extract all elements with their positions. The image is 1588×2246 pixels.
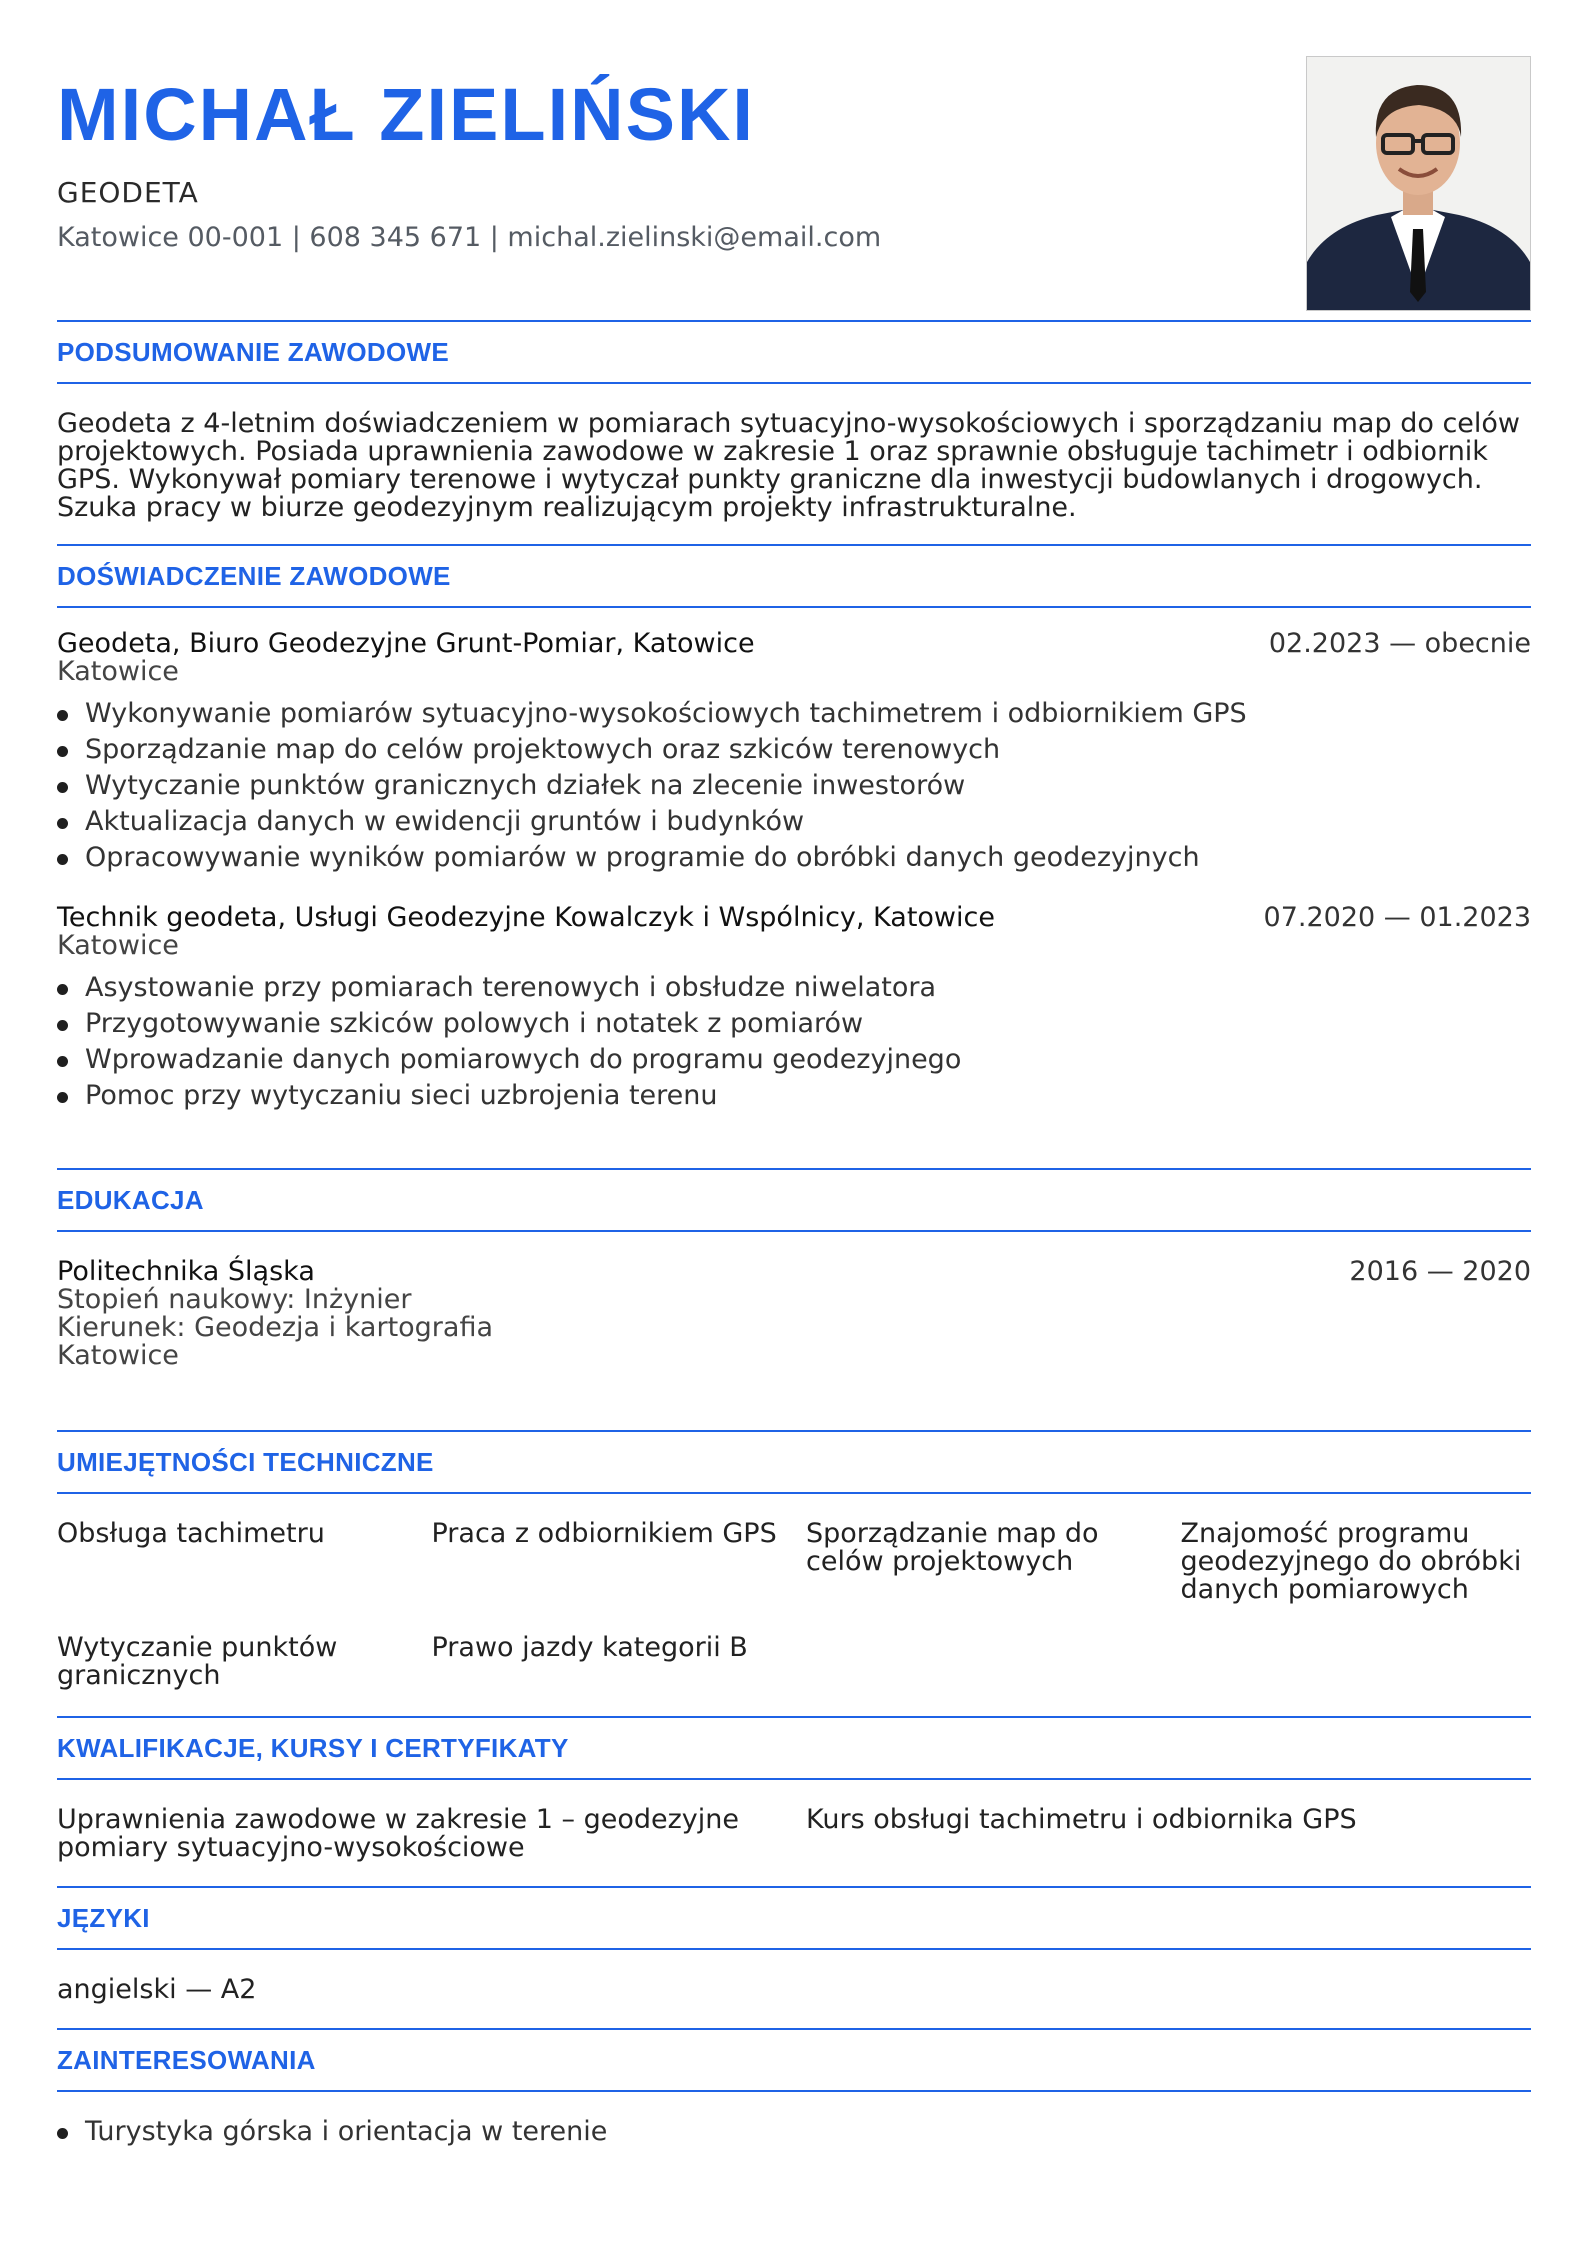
certificates-grid [57,1780,1531,1886]
languages-heading: JĘZYKI [57,1888,1531,1950]
interests-heading: ZAINTERESOWANIA [57,2030,1531,2092]
job-duties-list [57,970,1531,1114]
summary-text: Geodeta z 4-letnim doświadczeniem w pomiarach sytuacyjno-wysokościowych i sporządzaniu map do celów projektowych. Posiada uprawnienia zawodowe w zakresie 1 oraz sprawnie obsługuje tachimetr i odbiornik GPS. Wykonywał pomiary terenowe i wytyczał punkty graniczne dla inwestycji budowlanych i drogowych. Szuka pracy w biurze geodezyjnym realizującym projekty infrastrukturalne. [57,408,1520,523]
candidate-name: MICHAŁ ZIELIŃSKI [57,73,755,156]
profile-photo-image [1307,57,1530,310]
skill-item: Sporządzanie map do celów projektowych [806,1518,1099,1577]
certificate-item: Uprawnienia zawodowe w zakresie 1 – geodezyjne pomiary sytuacyjno-wysokościowe [57,1804,739,1863]
list-item: Pomoc przy wytyczaniu sieci uzbrojenia terenu [57,1078,1531,1114]
certificate-item: Kurs obsługi tachimetru i odbiornika GPS [806,1804,1357,1835]
list-item: Turystyka górska i orientacja w terenie [57,2114,1531,2150]
profile-photo [1306,56,1531,311]
experience-entry [57,630,1531,876]
list-item: Wprowadzanie danych pomiarowych do programu geodezyjnego [57,1042,1531,1078]
education-entry [57,1258,1531,1430]
skill-item: Praca z odbiornikiem GPS [431,1518,777,1549]
list-item: Sporządzanie map do celów projektowych oraz szkiców terenowych [57,732,1531,768]
language-item: angielski — A2 [57,1974,257,2005]
contact-info: Katowice 00-001 | 608 345 671 | michal.zielinski@email.com [57,222,882,253]
school-name: Politechnika Śląska [57,1256,315,1287]
job-location: Katowice [57,656,179,687]
interests-list [57,2114,1531,2150]
skills-grid [57,1494,1531,1716]
summary-heading: PODSUMOWANIE ZAWODOWE [57,322,1531,384]
job-dates: 07.2020 — 01.2023 [1263,902,1531,933]
resume-header [57,0,1531,320]
summary-section [57,320,1531,544]
degree: Stopień naukowy: Inżynier [57,1284,412,1315]
skills-heading: UMIEJĘTNOŚCI TECHNICZNE [57,1432,1531,1494]
skill-item: Prawo jazdy kategorii B [431,1632,748,1663]
job-dates: 02.2023 — obecnie [1268,628,1531,659]
certificates-heading: KWALIFIKACJE, KURSY I CERTYFIKATY [57,1718,1531,1780]
list-item: Asystowanie przy pomiarach terenowych i obsłudze niwelatora [57,970,1531,1006]
experience-section [57,544,1531,1168]
school-location: Katowice [57,1340,179,1371]
list-item: Przygotowywanie szkiców polowych i notatek z pomiarów [57,1006,1531,1042]
education-heading: EDUKACJA [57,1170,1531,1232]
skill-item: Znajomość programu geodezyjnego do obróbki danych pomiarowych [1180,1518,1522,1605]
job-title: GEODETA [57,176,199,209]
list-item: Opracowywanie wyników pomiarów w programie do obróbki danych geodezyjnych [57,840,1531,876]
skills-section [57,1430,1531,1716]
education-dates: 2016 — 2020 [1349,1256,1531,1287]
job-position: Technik geodeta, Usługi Geodezyjne Kowalczyk i Wspólnicy, Katowice [57,902,995,933]
list-item: Aktualizacja danych w ewidencji gruntów i budynków [57,804,1531,840]
skill-item: Obsługa tachimetru [57,1518,325,1549]
experience-entry [57,904,1531,1168]
job-position: Geodeta, Biuro Geodezyjne Grunt-Pomiar, Katowice [57,628,755,659]
job-location: Katowice [57,930,179,961]
list-item: Wytyczanie punktów granicznych działek na zlecenie inwestorów [57,768,1531,804]
languages-section [57,1886,1531,2028]
education-section [57,1168,1531,1430]
list-item: Wykonywanie pomiarów sytuacyjno-wysokościowych tachimetrem i odbiornikiem GPS [57,696,1531,732]
job-duties-list [57,696,1531,876]
field-of-study: Kierunek: Geodezja i kartografia [57,1312,494,1343]
certificates-section [57,1716,1531,1886]
skill-item: Wytyczanie punktów granicznych [57,1632,338,1691]
experience-heading: DOŚWIADCZENIE ZAWODOWE [57,546,1531,608]
interests-section [57,2028,1531,2150]
